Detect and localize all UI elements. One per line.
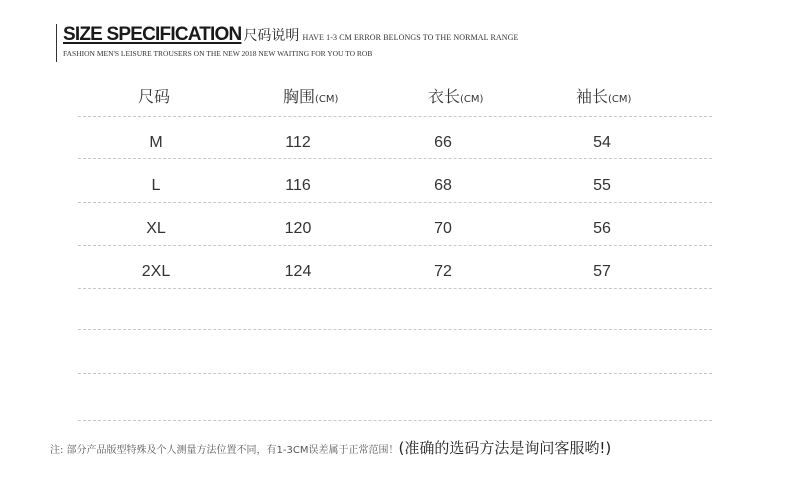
column-header-unit: (CM) (315, 94, 339, 105)
cell-chest: 116 (285, 177, 311, 194)
cell-size: L (151, 177, 161, 194)
cell-sleeve: 55 (593, 177, 611, 194)
column-header-length (428, 84, 483, 107)
error-range-note: HAVE 1-3 CM ERROR BELONGS TO THE NORMAL RANGE (302, 33, 519, 42)
column-header-unit: (CM) (608, 94, 632, 105)
cell-length: 72 (434, 263, 452, 280)
column-header-label: 袖长 (576, 87, 609, 106)
header (56, 24, 519, 62)
column-header-sleeve (576, 84, 631, 107)
column-header-label: 衣长 (428, 87, 461, 106)
cell-length: 70 (434, 220, 452, 237)
row-divider (78, 373, 712, 374)
row-divider (78, 202, 712, 203)
row-divider (78, 288, 712, 289)
cell-sleeve: 56 (593, 220, 611, 237)
row-divider (78, 420, 712, 421)
footnote (50, 437, 611, 458)
row-divider (78, 116, 712, 117)
row-divider (78, 329, 712, 330)
cell-sleeve: 57 (593, 263, 611, 280)
column-header-chest (283, 84, 338, 107)
cell-size: XL (146, 220, 166, 237)
cell-chest: 112 (285, 134, 311, 151)
row-divider (78, 158, 712, 159)
cell-chest: 120 (284, 220, 312, 237)
column-header-label: 胸围 (283, 87, 316, 106)
title-english: SIZE SPECIFICATION (63, 24, 242, 45)
footnote-disclaimer: 注: 部分产品版型特殊及个人测量方法位置不同，有1-3CM误差属于正常范围！ (50, 445, 399, 456)
cell-length: 68 (434, 177, 452, 194)
footnote-advice: (准确的选码方法是询问客服哟!) (398, 439, 612, 457)
cell-chest: 124 (284, 263, 312, 280)
row-divider (78, 245, 712, 246)
column-header-size (138, 84, 170, 107)
cell-size: 2XL (141, 263, 171, 280)
cell-length: 66 (434, 134, 452, 151)
title-chinese: 尺码说明 (243, 28, 300, 44)
column-header-label: 尺码 (138, 87, 171, 106)
header-title-line (63, 24, 519, 49)
cell-size: M (149, 134, 163, 151)
header-subtitle: FASHION MEN'S LEISURE TROUSERS ON THE NEW 2018 NEW WAITING FOR YOU TO ROB (63, 49, 373, 58)
cell-sleeve: 54 (593, 134, 611, 151)
column-header-unit: (CM) (460, 94, 484, 105)
